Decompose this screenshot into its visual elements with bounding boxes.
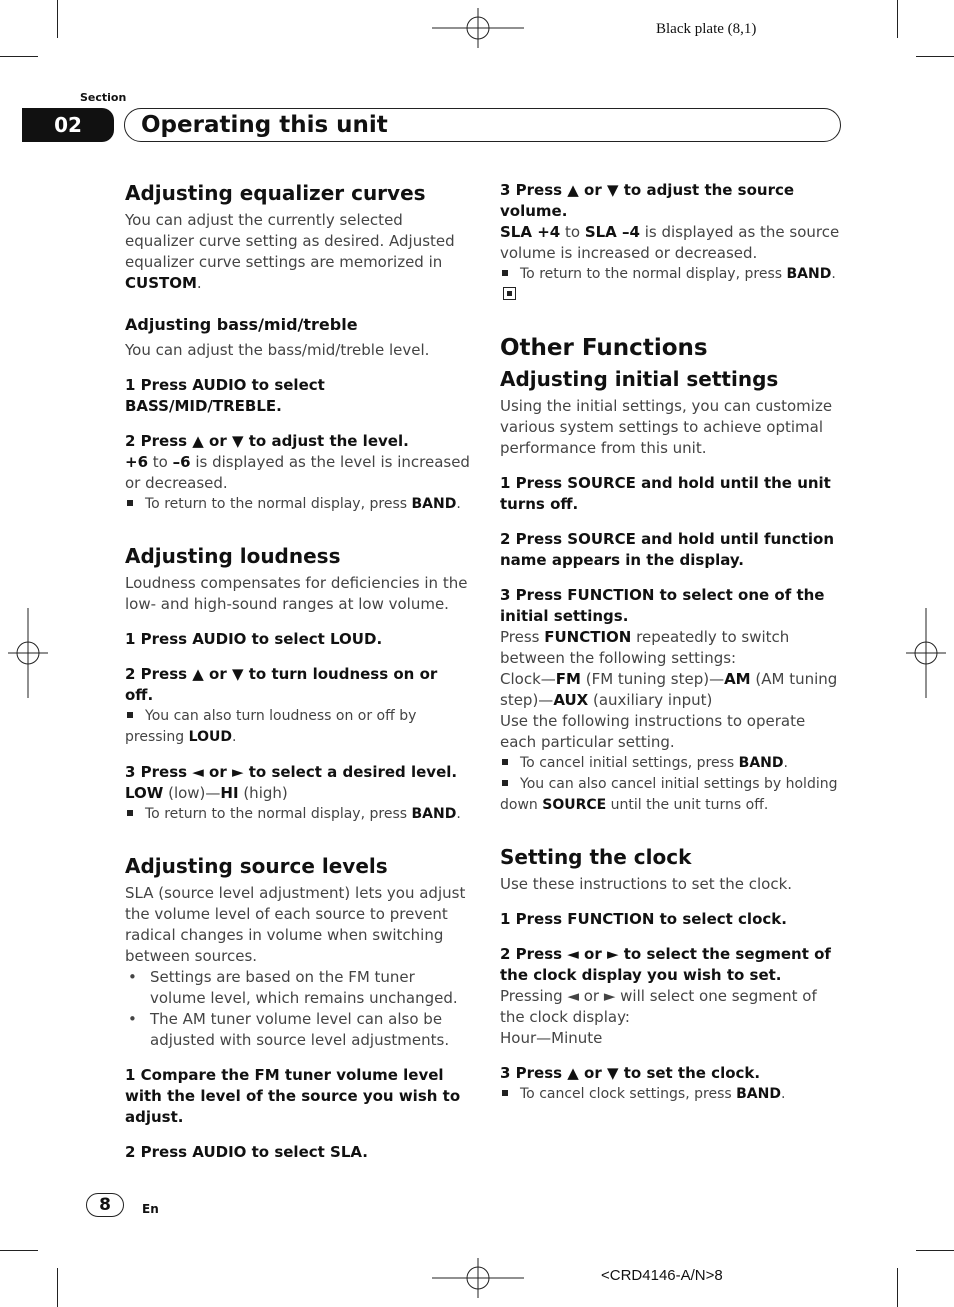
bullet-item: • The AM tuner volume level can also be adjusted with source level adjustments. <box>128 1010 450 1049</box>
paragraph: Pressing ◄ or ► will select one segment of the clock display: <box>500 987 817 1026</box>
note: To cancel clock settings, press BAND. <box>500 1084 845 1105</box>
crop-mark <box>897 1268 898 1307</box>
right-column <box>500 180 845 1105</box>
step: 2 Press ◄ or ► to select the segment of the clock display you wish to set. <box>500 945 831 984</box>
paragraph: Using the initial settings, you can customize various system settings to achieve optimal performance from this unit. <box>500 397 833 457</box>
heading-source-levels: Adjusting source levels <box>125 854 388 878</box>
document-code: <CRD4146-A/N>8 <box>601 1267 723 1284</box>
square-bullet-icon <box>127 810 133 816</box>
step: 2 Press ▲ or ▼ to turn loudness on or off. <box>125 665 438 704</box>
step: 1 Press AUDIO to select BASS/MID/TREBLE. <box>125 376 325 415</box>
step: 1 Press AUDIO to select LOUD. <box>125 630 383 648</box>
step: 2 Press AUDIO to select SLA. <box>125 1143 368 1161</box>
paragraph: Clock—FM (FM tuning step)—AM (AM tuning step)—AUX (auxiliary input) <box>500 670 838 709</box>
crop-mark <box>0 1250 38 1251</box>
note: You can also turn loudness on or off by pressing LOUD. <box>125 708 417 745</box>
step: 1 Compare the FM tuner volume level with the level of the source you wish to adjust. <box>125 1066 461 1126</box>
square-bullet-icon <box>127 500 133 506</box>
heading-clock: Setting the clock <box>500 845 692 869</box>
section-title: Operating this unit <box>124 108 841 142</box>
step: 3 Press ◄ or ► to select a desired level. <box>125 763 458 781</box>
step: 1 Press SOURCE and hold until the unit turns off. <box>500 474 831 513</box>
heading-equalizer: Adjusting equalizer curves <box>125 181 426 205</box>
note: To cancel initial settings, press BAND. <box>500 753 845 774</box>
square-bullet-icon <box>502 780 508 786</box>
heading-other-functions: Other Functions <box>500 335 708 361</box>
registration-mark-icon <box>432 1258 524 1298</box>
paragraph: Use these instructions to set the clock. <box>500 875 793 893</box>
paragraph: You can adjust the bass/mid/treble level. <box>125 341 430 359</box>
registration-mark-icon <box>8 608 48 698</box>
left-column <box>125 180 470 1163</box>
section-label: Section <box>80 91 127 104</box>
crop-mark <box>916 1250 954 1251</box>
paragraph: Loudness compensates for deficiencies in the low- and high-sound ranges at low volume. <box>125 574 468 613</box>
paragraph: SLA (source level adjustment) lets you adjust the volume level of each source to prevent radical changes in volume when switching between sources. <box>125 884 466 965</box>
end-mark-icon <box>503 287 516 300</box>
heading-bass: Adjusting bass/mid/treble <box>125 315 358 334</box>
square-bullet-icon <box>502 270 508 276</box>
paragraph: You can adjust the currently selected equalizer curve setting as desired. Adjusted equalizer curve settings are memorized in CUSTOM. <box>125 211 455 292</box>
paragraph: +6 to –6 is displayed as the level is increased or decreased. <box>125 453 470 492</box>
registration-mark-icon <box>432 8 524 48</box>
square-bullet-icon <box>502 1090 508 1096</box>
crop-mark <box>0 56 38 57</box>
paragraph: LOW (low)—HI (high) <box>125 784 288 802</box>
step: 3 Press FUNCTION to select one of the initial settings. <box>500 586 825 625</box>
square-bullet-icon <box>502 759 508 765</box>
plate-label: Black plate (8,1) <box>656 21 757 37</box>
paragraph: Press FUNCTION repeatedly to switch between the following settings: <box>500 628 790 667</box>
heading-initial-settings: Adjusting initial settings <box>500 367 779 391</box>
page-number: 8 <box>86 1193 124 1217</box>
registration-mark-icon <box>906 608 946 698</box>
crop-mark <box>57 0 58 38</box>
step: 1 Press FUNCTION to select clock. <box>500 910 787 928</box>
language-label: En <box>142 1202 159 1216</box>
crop-mark <box>916 56 954 57</box>
step: 2 Press SOURCE and hold until function name appears in the display. <box>500 530 835 569</box>
square-bullet-icon <box>127 712 133 718</box>
note: To return to the normal display, press BAND. <box>500 264 845 306</box>
heading-loudness: Adjusting loudness <box>125 544 341 568</box>
note: To return to the normal display, press BAND. <box>125 804 470 825</box>
note: To return to the normal display, press BAND. <box>125 494 470 515</box>
paragraph: SLA +4 to SLA –4 is displayed as the source volume is increased or decreased. <box>500 223 840 262</box>
note: You can also cancel initial settings by holding down SOURCE until the unit turns off. <box>500 776 838 813</box>
paragraph: Hour—Minute <box>500 1029 603 1047</box>
paragraph: Use the following instructions to operate each particular setting. <box>500 712 806 751</box>
crop-mark <box>57 1268 58 1307</box>
step: 3 Press ▲ or ▼ to set the clock. <box>500 1064 761 1082</box>
crop-mark <box>897 0 898 38</box>
step: 3 Press ▲ or ▼ to adjust the source volume. <box>500 181 795 220</box>
bullet-item: • Settings are based on the FM tuner volume level, which remains unchanged. <box>128 968 458 1007</box>
step: 2 Press ▲ or ▼ to adjust the level. <box>125 432 409 450</box>
section-number: 02 <box>22 108 114 142</box>
